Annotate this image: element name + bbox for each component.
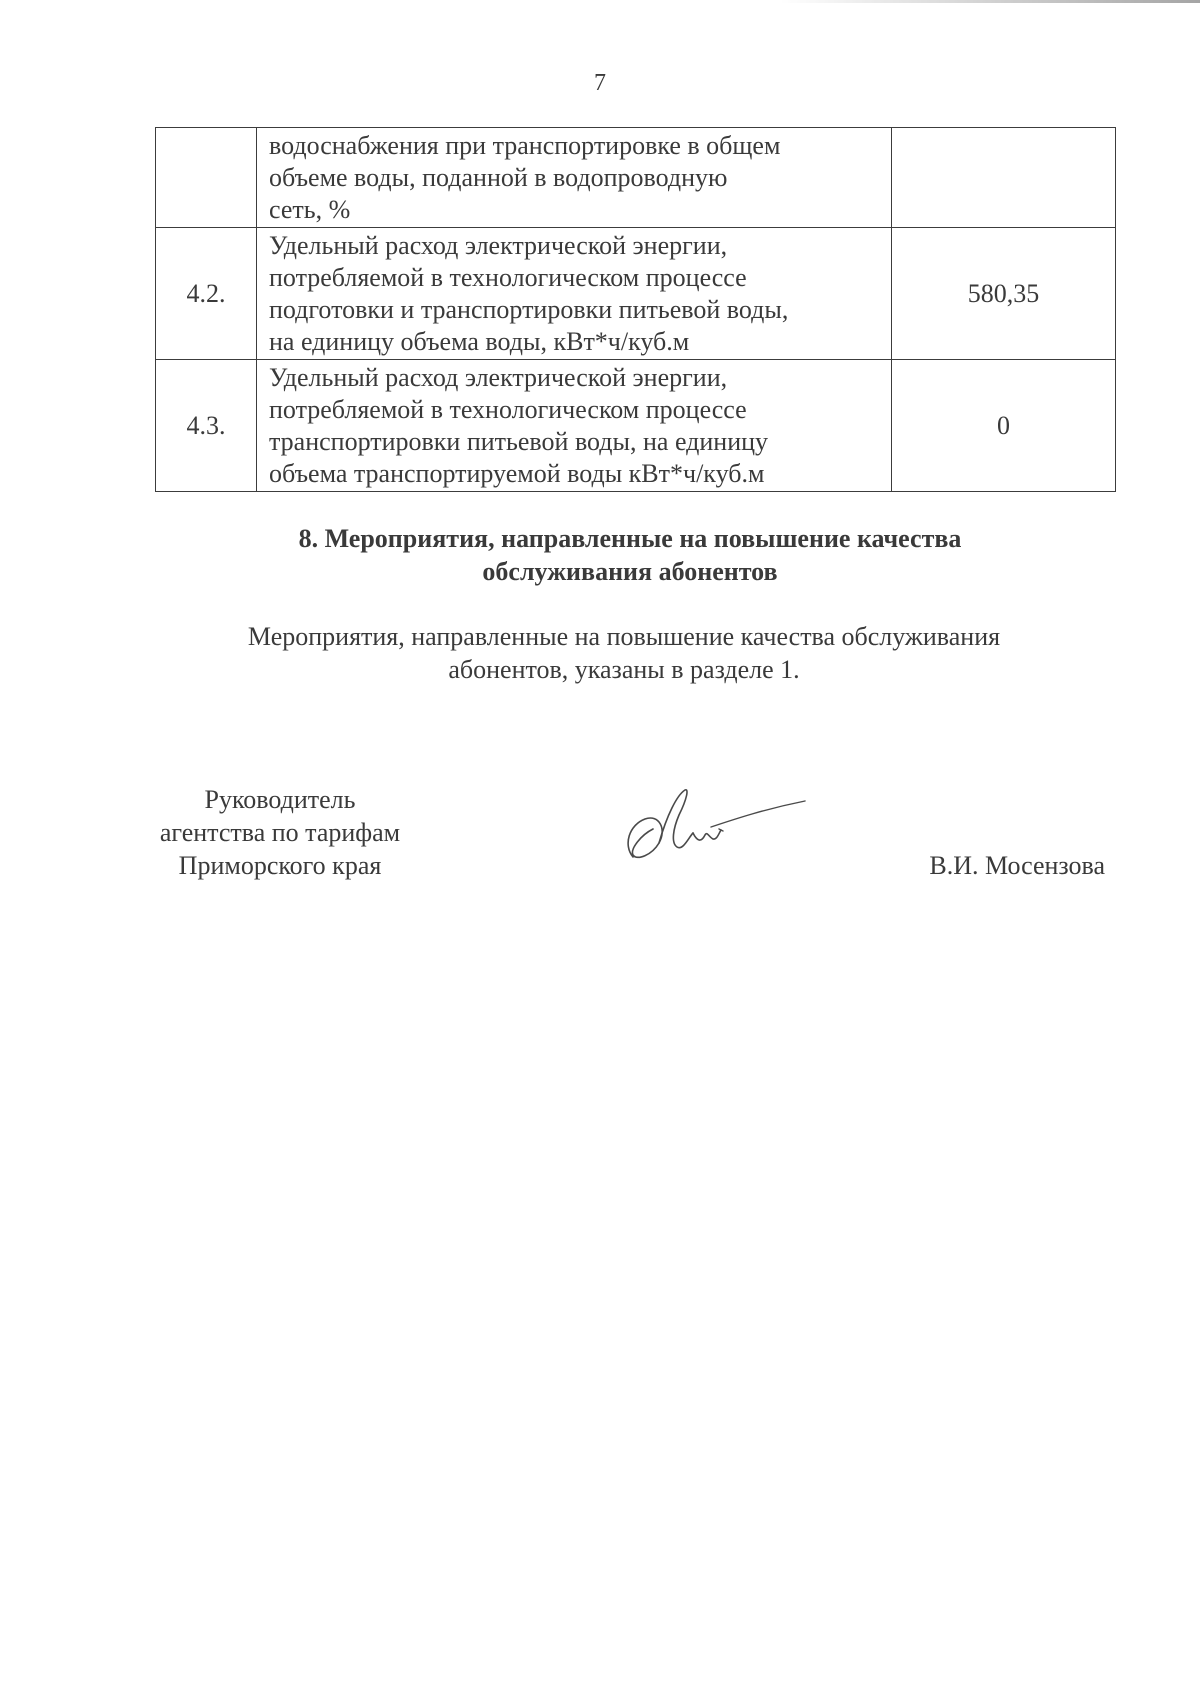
description-line: объеме воды, поданной в водопроводную — [269, 162, 728, 192]
row-number — [156, 128, 257, 228]
description-line: сеть, % — [269, 194, 351, 224]
section-heading-line: обслуживания абонентов — [482, 557, 778, 586]
description-line: транспортировки питьевой воды, на единицу — [269, 426, 769, 456]
scan-edge-mark — [780, 0, 1200, 3]
handwritten-signature — [615, 785, 815, 870]
description-line: потребляемой в технологическом процессе — [269, 394, 747, 424]
page-number: 7 — [594, 70, 606, 96]
signatory-title-line: агентства по тарифам — [159, 818, 401, 847]
description-line: подготовки и транспортировки питьевой воды, — [269, 294, 789, 324]
description-line: потребляемой в технологическом процессе — [269, 262, 747, 292]
row-value: 580,35 — [892, 228, 1116, 360]
section-text — [0, 620, 1200, 686]
signatory-name: В.И. Мосензова — [929, 851, 1105, 880]
row-number: 4.3. — [156, 360, 257, 492]
table-row — [156, 128, 1116, 228]
signatory-title — [130, 783, 430, 882]
description-line: объема транспортируемой воды кВт*ч/куб.м — [269, 458, 765, 488]
description-line: Удельный расход электрической энергии, — [269, 230, 728, 260]
section-text-line: абонентов, указаны в разделе 1. — [448, 655, 800, 684]
row-description — [257, 360, 892, 492]
signatory-title-line: Руководитель — [204, 785, 356, 814]
row-number: 4.2. — [156, 228, 257, 360]
table-row — [156, 360, 1116, 492]
indicators-table — [155, 127, 1116, 492]
row-description — [257, 128, 892, 228]
description-line: на единицу объема воды, кВт*ч/куб.м — [269, 326, 690, 356]
row-description — [257, 228, 892, 360]
row-value: 0 — [892, 360, 1116, 492]
description-line: Удельный расход электрической энергии, — [269, 362, 728, 392]
signatory-title-line: Приморского края — [178, 851, 382, 880]
row-value — [892, 128, 1116, 228]
section-text-line: Мероприятия, направленные на повышение качества обслуживания — [247, 622, 1001, 651]
section-heading — [0, 522, 1200, 588]
section-heading-line: 8. Мероприятия, направленные на повышение качества — [298, 524, 962, 553]
description-line: водоснабжения при транспортировке в общем — [269, 130, 781, 160]
table-row — [156, 228, 1116, 360]
